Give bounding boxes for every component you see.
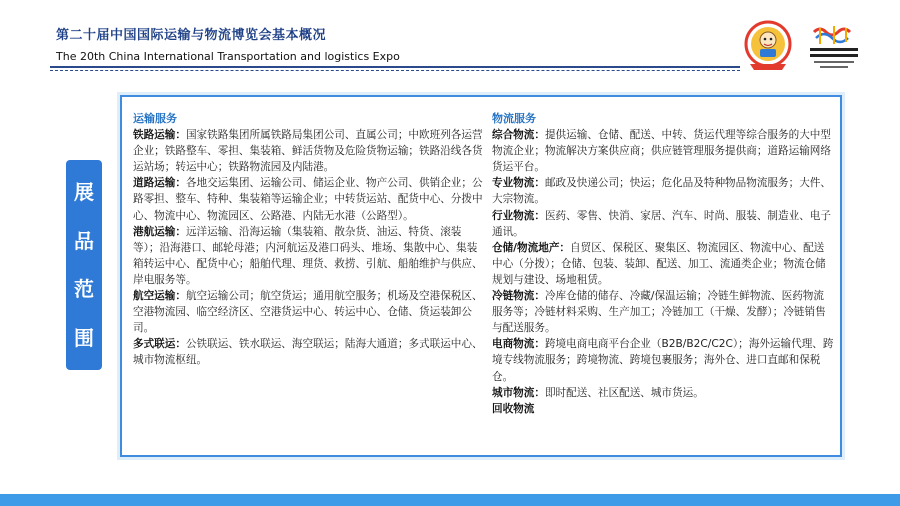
list-item xyxy=(492,175,834,207)
list-item xyxy=(133,175,483,223)
side-tab-char-1: 展 xyxy=(74,180,94,205)
expo-logo-icon xyxy=(806,24,862,74)
item-label: 道路运输： xyxy=(133,177,186,190)
item-label: 冷链物流： xyxy=(492,290,545,303)
list-item xyxy=(492,401,834,417)
side-tab-char-4: 围 xyxy=(74,325,94,350)
list-item xyxy=(492,208,834,240)
item-label: 仓储/物流地产： xyxy=(492,241,571,254)
list-item xyxy=(133,336,483,368)
item-label: 铁路运输： xyxy=(133,129,186,142)
list-item xyxy=(492,240,834,288)
item-text: 邮政及快递公司；快运；危化品及特种物品物流服务；大件、大宗物流。 xyxy=(492,177,831,206)
item-label: 行业物流： xyxy=(492,209,545,222)
item-text: 自贸区、保税区、聚集区、物流园区、物流中心、配送中心（分拨）；仓储、包装、装卸、配送、加工、流通类企业；物流仓储规划与建设、场地租赁。 xyxy=(492,241,826,286)
item-label: 电商物流： xyxy=(492,338,545,351)
page-title-en: The 20th China International Transportation and logistics Expo xyxy=(56,50,400,63)
footer-bar xyxy=(0,494,900,506)
item-text: 航空运输公司；航空货运；通用航空服务；机场及空港保税区、空港物流园、临空经济区、空港货运中心、转运中心、仓储、货运装卸公司。 xyxy=(133,290,483,335)
side-tab-char-2: 品 xyxy=(74,228,94,253)
logistics-services-column xyxy=(492,111,834,417)
item-label: 综合物流： xyxy=(492,129,545,142)
item-label: 专业物流： xyxy=(492,177,545,190)
item-label: 城市物流： xyxy=(492,386,545,399)
item-text: 公铁联运、铁水联运、海空联运；陆海大通道；多式联运中心、城市物流枢纽。 xyxy=(133,338,483,367)
list-item xyxy=(492,127,834,175)
list-item xyxy=(492,385,834,401)
item-text: 医药、零售、快消、家居、汽车、时尚、服装、制造业、电子通讯。 xyxy=(492,209,831,238)
list-item xyxy=(133,127,483,175)
list-item xyxy=(492,336,834,384)
section-title-logistics: 物流服务 xyxy=(492,112,536,125)
item-text: 跨境电商电商平台企业（B2B/B2C/C2C）；海外运输代理、跨境专线物流服务；跨境物流、跨境包裹服务；海外仓、进口直邮和保税仓。 xyxy=(492,338,834,383)
item-text: 国家铁路集团所属铁路局集团公司、直属公司；中欧班列各运营企业；铁路整车、零担、集装箱、鲜活货物及危险货物运输；铁路沿线各货运站场；转运中心；铁路物流园及内陆港。 xyxy=(133,129,483,174)
item-text: 冷库仓储的储存、冷藏/保温运输；冷链生鲜物流、医药物流服务等；冷链材料采购、生产加工；冷链加工（干燥、发酵）；冷链销售与配送服务。 xyxy=(492,290,826,335)
item-text: 各地交运集团、运输公司、储运企业、物产公司、供销企业；公路零担、整车、特种、集装箱等运输企业；中转货运站、配货中心、分拨中心、物流中心、物流园区、公路港、内陆无水港（公路型）。 xyxy=(133,177,483,222)
product-scope-tab xyxy=(66,160,102,370)
header xyxy=(0,0,900,90)
section-title-transport: 运输服务 xyxy=(133,112,177,125)
item-label: 航空运输： xyxy=(133,290,186,303)
mascot-logo-icon xyxy=(744,20,792,72)
item-text: 即时配送、社区配送、城市货运。 xyxy=(544,386,704,399)
list-item xyxy=(133,288,483,336)
list-item xyxy=(133,224,483,288)
side-tab-char-3: 范 xyxy=(74,277,94,302)
transport-services-column xyxy=(133,111,483,369)
item-label: 港航运输： xyxy=(133,225,186,238)
content-panel xyxy=(120,95,842,457)
header-rule-dashed xyxy=(50,70,740,71)
item-text: 提供运输、仓储、配送、中转、货运代理等综合服务的大中型物流企业；物流解决方案供应商；供应链管理服务提供商；道路运输网络货运平台。 xyxy=(492,129,831,174)
item-label: 回收物流 xyxy=(492,402,535,415)
header-rule xyxy=(50,66,740,68)
item-label: 多式联运： xyxy=(133,338,186,351)
item-text: 远洋运输、沿海运输（集装箱、散杂货、油运、特货、滚装等）；沿海港口、邮轮母港；内河航运及港口码头、堆场、集散中心、集装箱转运中心、配货中心；船舶代理、理货、救捞、引航、船舶维护与供应、岸电服务等。 xyxy=(133,225,483,286)
list-item xyxy=(492,288,834,336)
page-title-cn: 第二十届中国国际运输与物流博览会基本概况 xyxy=(56,28,327,43)
